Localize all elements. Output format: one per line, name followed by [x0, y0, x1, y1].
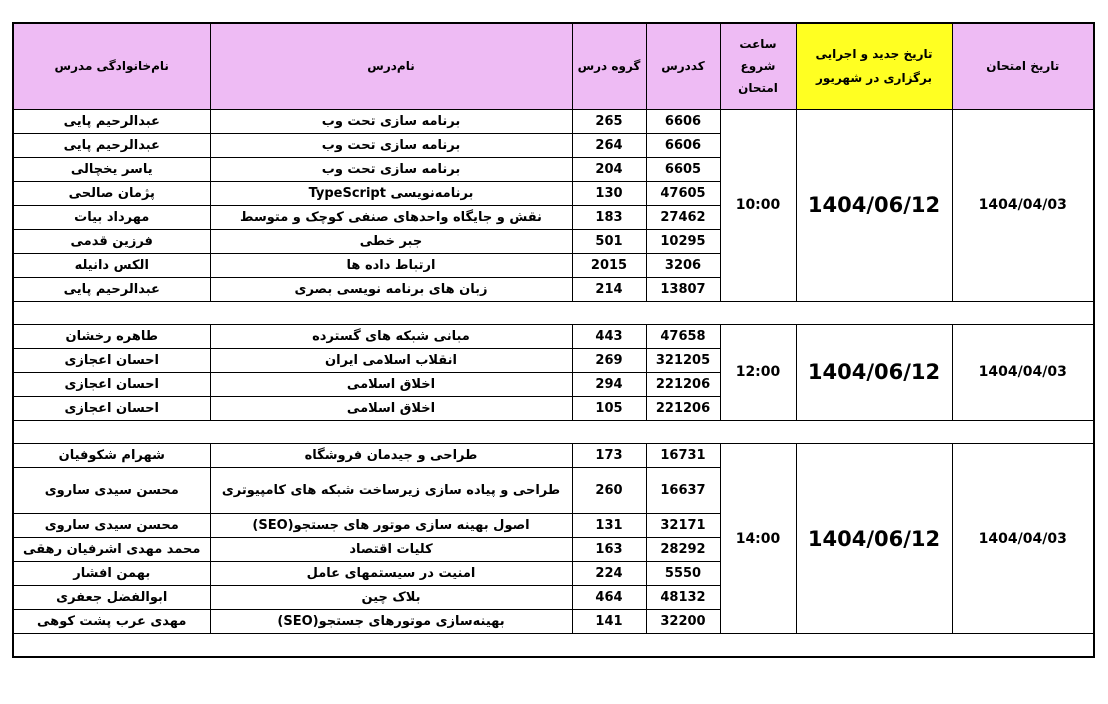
course-cell: برنامه سازی تحت وب [210, 109, 572, 133]
teacher-cell: مهرداد بیات [13, 205, 210, 229]
teacher-cell: ابوالفضل جعفری [13, 586, 210, 610]
code-cell: 3206 [646, 253, 720, 277]
new-date-cell: 1404/06/12 [796, 444, 952, 634]
start-time-cell: 14:00 [720, 444, 796, 634]
teacher-cell: احسان اعجازی [13, 348, 210, 372]
group-cell: 443 [572, 324, 646, 348]
exam-schedule-table [12, 22, 1095, 658]
teacher-cell: عبدالرحیم پایی [13, 133, 210, 157]
group-cell: 130 [572, 181, 646, 205]
group-cell: 141 [572, 610, 646, 634]
code-cell: 10295 [646, 229, 720, 253]
group-cell: 501 [572, 229, 646, 253]
group-cell: 265 [572, 109, 646, 133]
teacher-cell: محسن سیدی ساروی [13, 468, 210, 514]
code-cell: 47658 [646, 324, 720, 348]
header-exam-date: تاریخ امتحان [952, 23, 1094, 109]
course-cell: طراحی و جیدمان فروشگاه [210, 444, 572, 468]
group-cell: 294 [572, 372, 646, 396]
separator-row [13, 421, 1094, 444]
course-cell: مبانی شبکه های گسترده [210, 324, 572, 348]
group-cell: 260 [572, 468, 646, 514]
header-row [13, 23, 1094, 109]
code-cell: 32171 [646, 514, 720, 538]
header-new-date: تاریخ جدید و اجرایی برگزاری در شهریور [796, 23, 952, 109]
code-cell: 47605 [646, 181, 720, 205]
teacher-cell: عبدالرحیم پایی [13, 277, 210, 301]
course-cell: طراحی و پیاده سازی زیرساخت شبکه های کامپیوتری [210, 468, 572, 514]
header-code: کد‌درس [646, 23, 720, 109]
code-cell: 13807 [646, 277, 720, 301]
teacher-cell: محسن سیدی ساروی [13, 514, 210, 538]
code-cell: 48132 [646, 586, 720, 610]
new-date-cell: 1404/06/12 [796, 324, 952, 420]
group-cell: 269 [572, 348, 646, 372]
schedule-body [13, 109, 1094, 657]
course-cell: زبان های برنامه نویسی بصری [210, 277, 572, 301]
table-row [13, 109, 1094, 133]
group-cell: 2015 [572, 253, 646, 277]
code-cell: 6606 [646, 133, 720, 157]
course-cell: اصول بهینه سازی موتور های جستجو(SEO) [210, 514, 572, 538]
exam-date-cell: 1404/04/03 [952, 324, 1094, 420]
code-cell: 221206 [646, 372, 720, 396]
group-cell: 105 [572, 397, 646, 421]
exam-date-cell: 1404/04/03 [952, 109, 1094, 301]
teacher-cell: احسان اعجازی [13, 372, 210, 396]
teacher-cell: مهدی عرب پشت کوهی [13, 610, 210, 634]
course-cell: انقلاب اسلامی ایران [210, 348, 572, 372]
exam-date-cell: 1404/04/03 [952, 444, 1094, 634]
group-cell: 224 [572, 562, 646, 586]
table-row [13, 444, 1094, 468]
code-cell: 16731 [646, 444, 720, 468]
code-cell: 27462 [646, 205, 720, 229]
code-cell: 321205 [646, 348, 720, 372]
header-start-time: ساعت شروع امتحان [720, 23, 796, 109]
teacher-cell: شهرام شکوفیان [13, 444, 210, 468]
course-cell: برنامه سازی تحت وب [210, 133, 572, 157]
course-cell: کلیات اقتصاد [210, 538, 572, 562]
course-cell: جبر خطی [210, 229, 572, 253]
group-cell: 264 [572, 133, 646, 157]
table-row [13, 324, 1094, 348]
group-cell: 131 [572, 514, 646, 538]
teacher-cell: پژمان صالحی [13, 181, 210, 205]
group-cell: 204 [572, 157, 646, 181]
code-cell: 32200 [646, 610, 720, 634]
group-cell: 173 [572, 444, 646, 468]
code-cell: 6605 [646, 157, 720, 181]
code-cell: 28292 [646, 538, 720, 562]
code-cell: 221206 [646, 397, 720, 421]
code-cell: 5550 [646, 562, 720, 586]
teacher-cell: احسان اعجازی [13, 397, 210, 421]
new-date-cell: 1404/06/12 [796, 109, 952, 301]
separator-cell [13, 634, 1094, 657]
separator-cell [13, 421, 1094, 444]
separator-cell [13, 301, 1094, 324]
start-time-cell: 12:00 [720, 324, 796, 420]
course-cell: برنامه سازی تحت وب [210, 157, 572, 181]
header-teacher: نام‌خانوادگی مدرس [13, 23, 210, 109]
teacher-cell: الکس دانیله [13, 253, 210, 277]
course-cell: بهینه‌سازی موتورهای جستجو(SEO) [210, 610, 572, 634]
teacher-cell: عبدالرحیم پایی [13, 109, 210, 133]
teacher-cell: طاهره رخشان [13, 324, 210, 348]
start-time-cell: 10:00 [720, 109, 796, 301]
course-cell: بلاک چین [210, 586, 572, 610]
group-cell: 464 [572, 586, 646, 610]
course-cell: ارتباط داده ها [210, 253, 572, 277]
teacher-cell: فرزین قدمی [13, 229, 210, 253]
code-cell: 6606 [646, 109, 720, 133]
teacher-cell: یاسر یخچالی [13, 157, 210, 181]
group-cell: 163 [572, 538, 646, 562]
teacher-cell: محمد مهدی اشرفیان رهقی [13, 538, 210, 562]
course-cell: اخلاق اسلامی [210, 397, 572, 421]
course-cell: امنیت در سیستمهای عامل [210, 562, 572, 586]
header-course: نام‌درس [210, 23, 572, 109]
header-group: گروه درس [572, 23, 646, 109]
course-cell: اخلاق اسلامی [210, 372, 572, 396]
course-cell: برنامه‌نویسی TypeScript [210, 181, 572, 205]
group-cell: 183 [572, 205, 646, 229]
separator-row [13, 301, 1094, 324]
group-cell: 214 [572, 277, 646, 301]
course-cell: نقش و جایگاه واحدهای صنفی کوچک و متوسط [210, 205, 572, 229]
teacher-cell: بهمن افشار [13, 562, 210, 586]
code-cell: 16637 [646, 468, 720, 514]
separator-row [13, 634, 1094, 657]
